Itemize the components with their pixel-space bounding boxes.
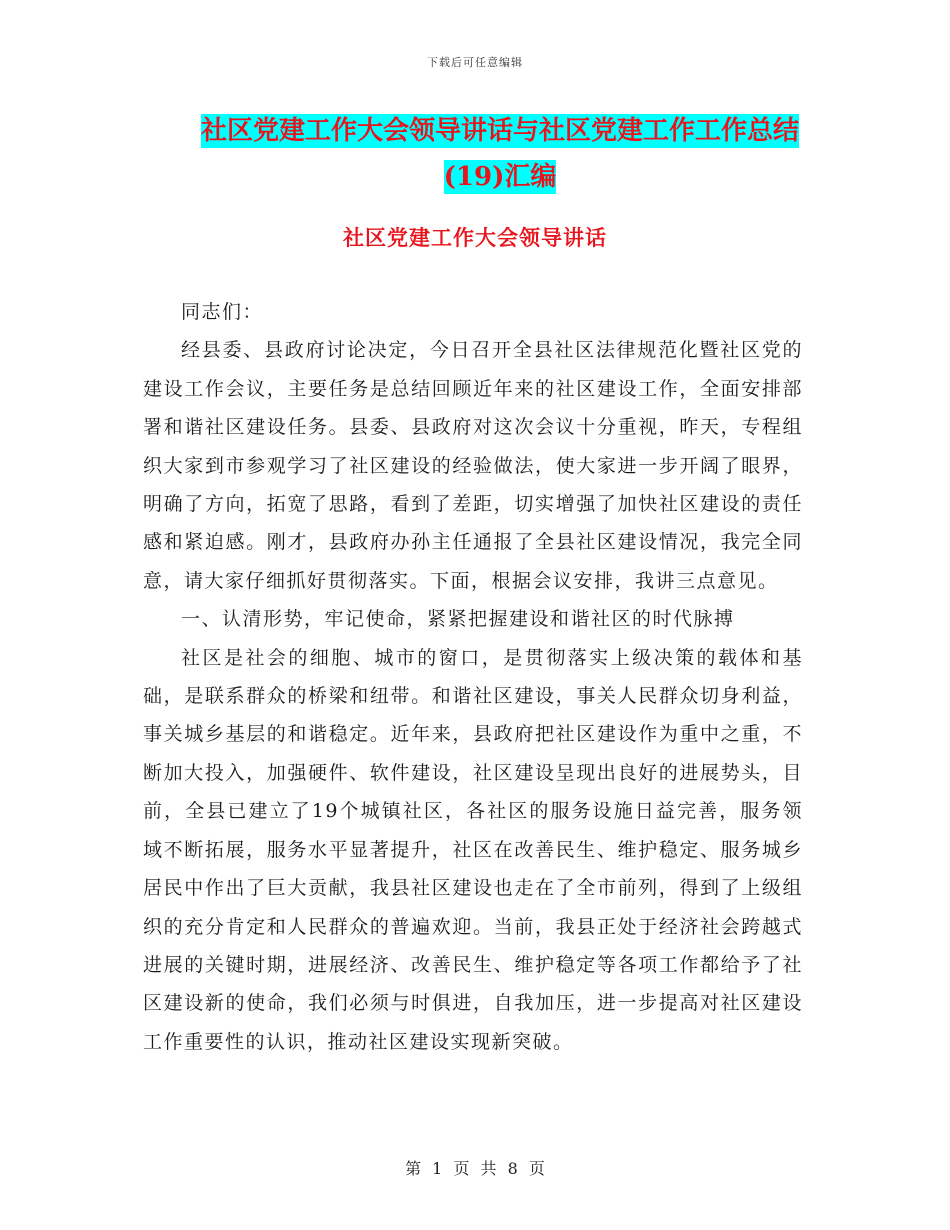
page-footer: 第 1 页 共 8 页 [405, 1159, 545, 1178]
document-title-text: 社区党建工作大会领导讲话与社区党建工作工作总结(19)汇编 [200, 116, 799, 192]
document-body [143, 293, 803, 1061]
paragraph-heading-one: 一、认清形势，牢记使命，紧紧把握建设和谐社区的时代脉搏 [181, 608, 735, 631]
paragraph-intro: 经县委、县政府讨论决定，今日召开全县社区法律规范化暨社区党的建设工作会议，主要任务是总结回顾近年来的社区建设工作，全面安排部署和谐社区建设任务。县委、县政府对这次会议十分重视，昨天，专程组织大家到市参观学习了社区建设的经验做法，使大家进一步开阔了眼界，明确了方向，拓宽了思路，看到了差距，切实增强了加快社区建设的责任感和紧迫感。刚才，县政府办孙主任通报了全县社区建设情况，我完全同意，请大家仔细抓好贯彻落实。下面，根据会议安排，我讲三点意见。 [143, 339, 803, 592]
paragraph-body: 社区是社会的细胞、城市的窗口，是贯彻落实上级决策的载体和基础，是联系群众的桥梁和纽带。和谐社区建设，事关人民群众切身利益，事关城乡基层的和谐稳定。近年来，县政府把社区建设作为重中之重，不断加大投入，加强硬件、软件建设，社区建设呈现出良好的进展势头，目前，全县已建立了19个城镇社区，各社区的服务设施日益完善，服务领域不断拓展，服务水平显著提升，社区在改善民生、维护稳定、服务城乡居民中作出了巨大贡献，我县社区建设也走在了全市前列，得到了上级组织的充分肯定和人民群众的普遍欢迎。当前，我县正处于经济社会跨越式进展的关键时期，进展经济、改善民生、维护稳定等各项工作都给予了社区建设新的使命，我们必须与时俱进，自我加压，进一步提高对社区建设工作重要性的认识，推动社区建设实现新突破。 [143, 646, 803, 1053]
document-title [190, 108, 810, 200]
header-note: 下载后可任意编辑 [427, 56, 523, 69]
section-title: 社区党建工作大会领导讲话 [343, 225, 607, 250]
paragraph-salutation: 同志们： [181, 301, 264, 323]
